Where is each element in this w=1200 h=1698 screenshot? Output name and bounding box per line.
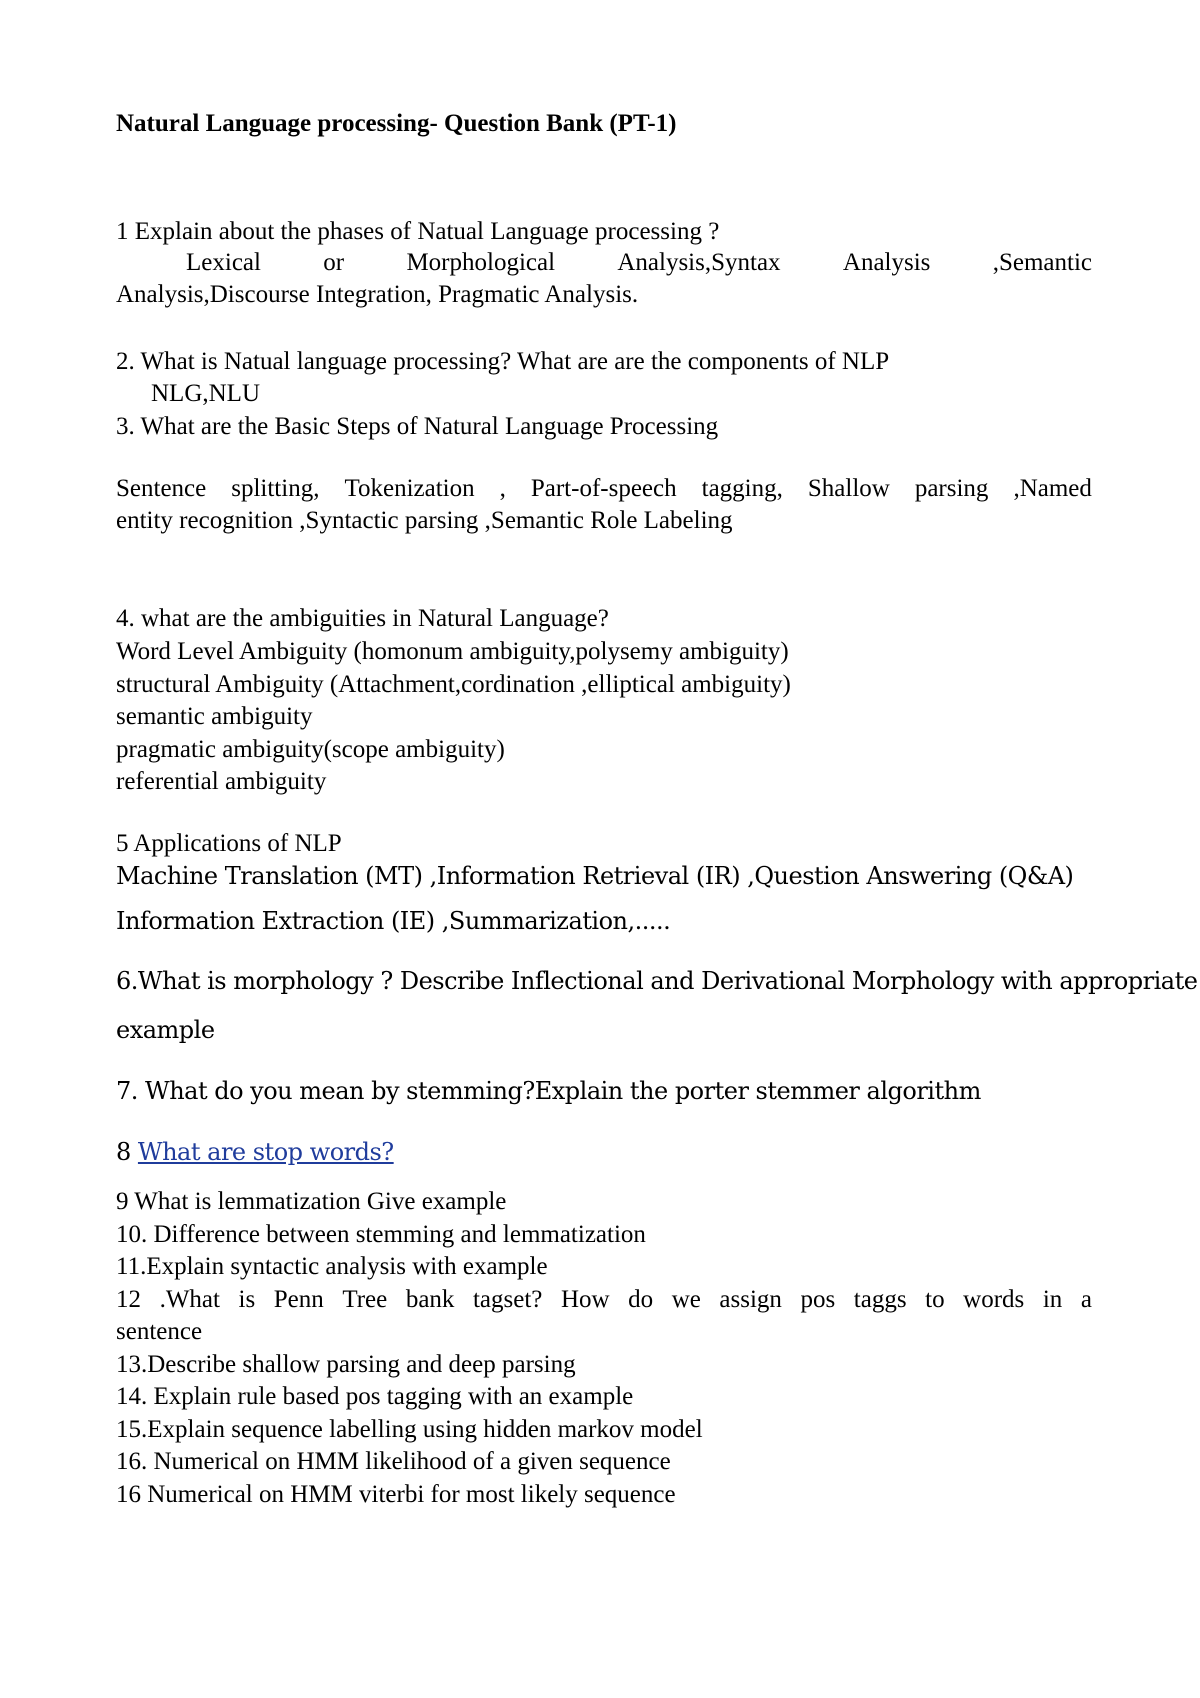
stop-words-link[interactable]: What are stop words? xyxy=(137,1138,394,1166)
question-12-word: do xyxy=(628,1286,654,1313)
question-14: 14. Explain rule based pos tagging with an example xyxy=(116,1383,634,1410)
question-12-word: 12 xyxy=(116,1286,141,1313)
answer-3-line-1 xyxy=(116,476,1092,501)
question-12-line-2: sentence xyxy=(116,1318,203,1345)
answer-3-word: Shallow xyxy=(807,475,890,502)
question-12-word: Penn xyxy=(273,1286,324,1313)
question-12-word: bank xyxy=(405,1286,455,1313)
answer-3-word: Tokenization xyxy=(344,475,475,502)
question-12-word: taggs xyxy=(853,1286,907,1313)
question-12-word: we xyxy=(671,1286,701,1313)
question-12-word: .What xyxy=(159,1286,220,1313)
answer-3-word: Part-of-speech xyxy=(530,475,677,502)
answer-3-word: tagging, xyxy=(701,475,783,502)
question-16b: 16 Numerical on HMM viterbi for most likely sequence xyxy=(116,1481,676,1508)
question-3: 3. What are the Basic Steps of Natural Language Processing xyxy=(116,413,719,440)
question-15: 15.Explain sequence labelling using hidden markov model xyxy=(116,1416,703,1443)
question-12-word: a xyxy=(1080,1286,1092,1313)
question-6-line-2: example xyxy=(116,1016,215,1044)
answer-3-word: ,Named xyxy=(1013,475,1092,502)
question-12-word: pos xyxy=(800,1286,836,1313)
answer-5-line-1: Machine Translation (MT) ,Information Retrieval (IR) ,Question Answering (Q&A) xyxy=(116,862,1074,890)
answer-5-line-2: Information Extraction (IE) ,Summarization,..... xyxy=(116,907,671,935)
answer-1-word: Lexical xyxy=(186,249,261,276)
question-12-word: in xyxy=(1042,1286,1063,1313)
question-8-number: 8 xyxy=(116,1138,131,1166)
answer-1-word: Analysis,Syntax xyxy=(617,249,781,276)
answer-3-word: splitting, xyxy=(231,475,320,502)
answer-3-line-2: entity recognition ,Syntactic parsing ,Semantic Role Labeling xyxy=(116,507,733,534)
ambiguity-item: Word Level Ambiguity (homonum ambiguity,polysemy ambiguity) xyxy=(116,638,789,665)
question-4: 4. what are the ambiguities in Natural Language? xyxy=(116,605,609,632)
ambiguity-item: semantic ambiguity xyxy=(116,703,313,730)
question-10: 10. Difference between stemming and lemmatization xyxy=(116,1221,646,1248)
answer-1-word: or xyxy=(323,249,345,276)
question-12-word: Tree xyxy=(342,1286,388,1313)
answer-3-word: , xyxy=(499,475,506,502)
answer-1-word: Analysis xyxy=(842,249,931,276)
answer-1-word: Morphological xyxy=(406,249,556,276)
question-12-word: words xyxy=(963,1286,1025,1313)
question-12-word: How xyxy=(560,1286,610,1313)
question-9: 9 What is lemmatization Give example xyxy=(116,1188,507,1215)
question-12-word: tagset? xyxy=(472,1286,543,1313)
answer-1-word: ,Semantic xyxy=(992,249,1092,276)
question-7: 7. What do you mean by stemming?Explain the porter stemmer algorithm xyxy=(116,1077,981,1105)
ambiguity-item: structural Ambiguity (Attachment,cordination ,elliptical ambiguity) xyxy=(116,671,791,698)
answer-2: NLG,NLU xyxy=(151,380,261,407)
ambiguity-item: pragmatic ambiguity(scope ambiguity) xyxy=(116,736,505,763)
question-11: 11.Explain syntactic analysis with example xyxy=(116,1253,548,1280)
question-8 xyxy=(116,1140,394,1164)
answer-3-word: parsing xyxy=(914,475,989,502)
question-12-line-1 xyxy=(116,1287,1092,1312)
question-5: 5 Applications of NLP xyxy=(116,830,342,857)
question-2: 2. What is Natual language processing? What are are the components of NLP xyxy=(116,348,890,375)
question-1: 1 Explain about the phases of Natual Language processing ? xyxy=(116,218,720,245)
document-title: Natural Language processing- Question Bank (PT-1) xyxy=(116,110,677,137)
question-6-line-1: 6.What is morphology ? Describe Inflectional and Derivational Morphology with appropriate xyxy=(116,967,1198,995)
ambiguity-item: referential ambiguity xyxy=(116,768,327,795)
answer-1-line-1 xyxy=(116,250,1092,275)
question-16a: 16. Numerical on HMM likelihood of a given sequence xyxy=(116,1448,671,1475)
question-12-word: to xyxy=(925,1286,945,1313)
answer-1-line-2: Analysis,Discourse Integration, Pragmatic Analysis. xyxy=(116,281,639,308)
question-13: 13.Describe shallow parsing and deep parsing xyxy=(116,1351,576,1378)
question-12-word: assign xyxy=(719,1286,782,1313)
answer-3-word: Sentence xyxy=(116,475,207,502)
question-12-word: is xyxy=(238,1286,256,1313)
